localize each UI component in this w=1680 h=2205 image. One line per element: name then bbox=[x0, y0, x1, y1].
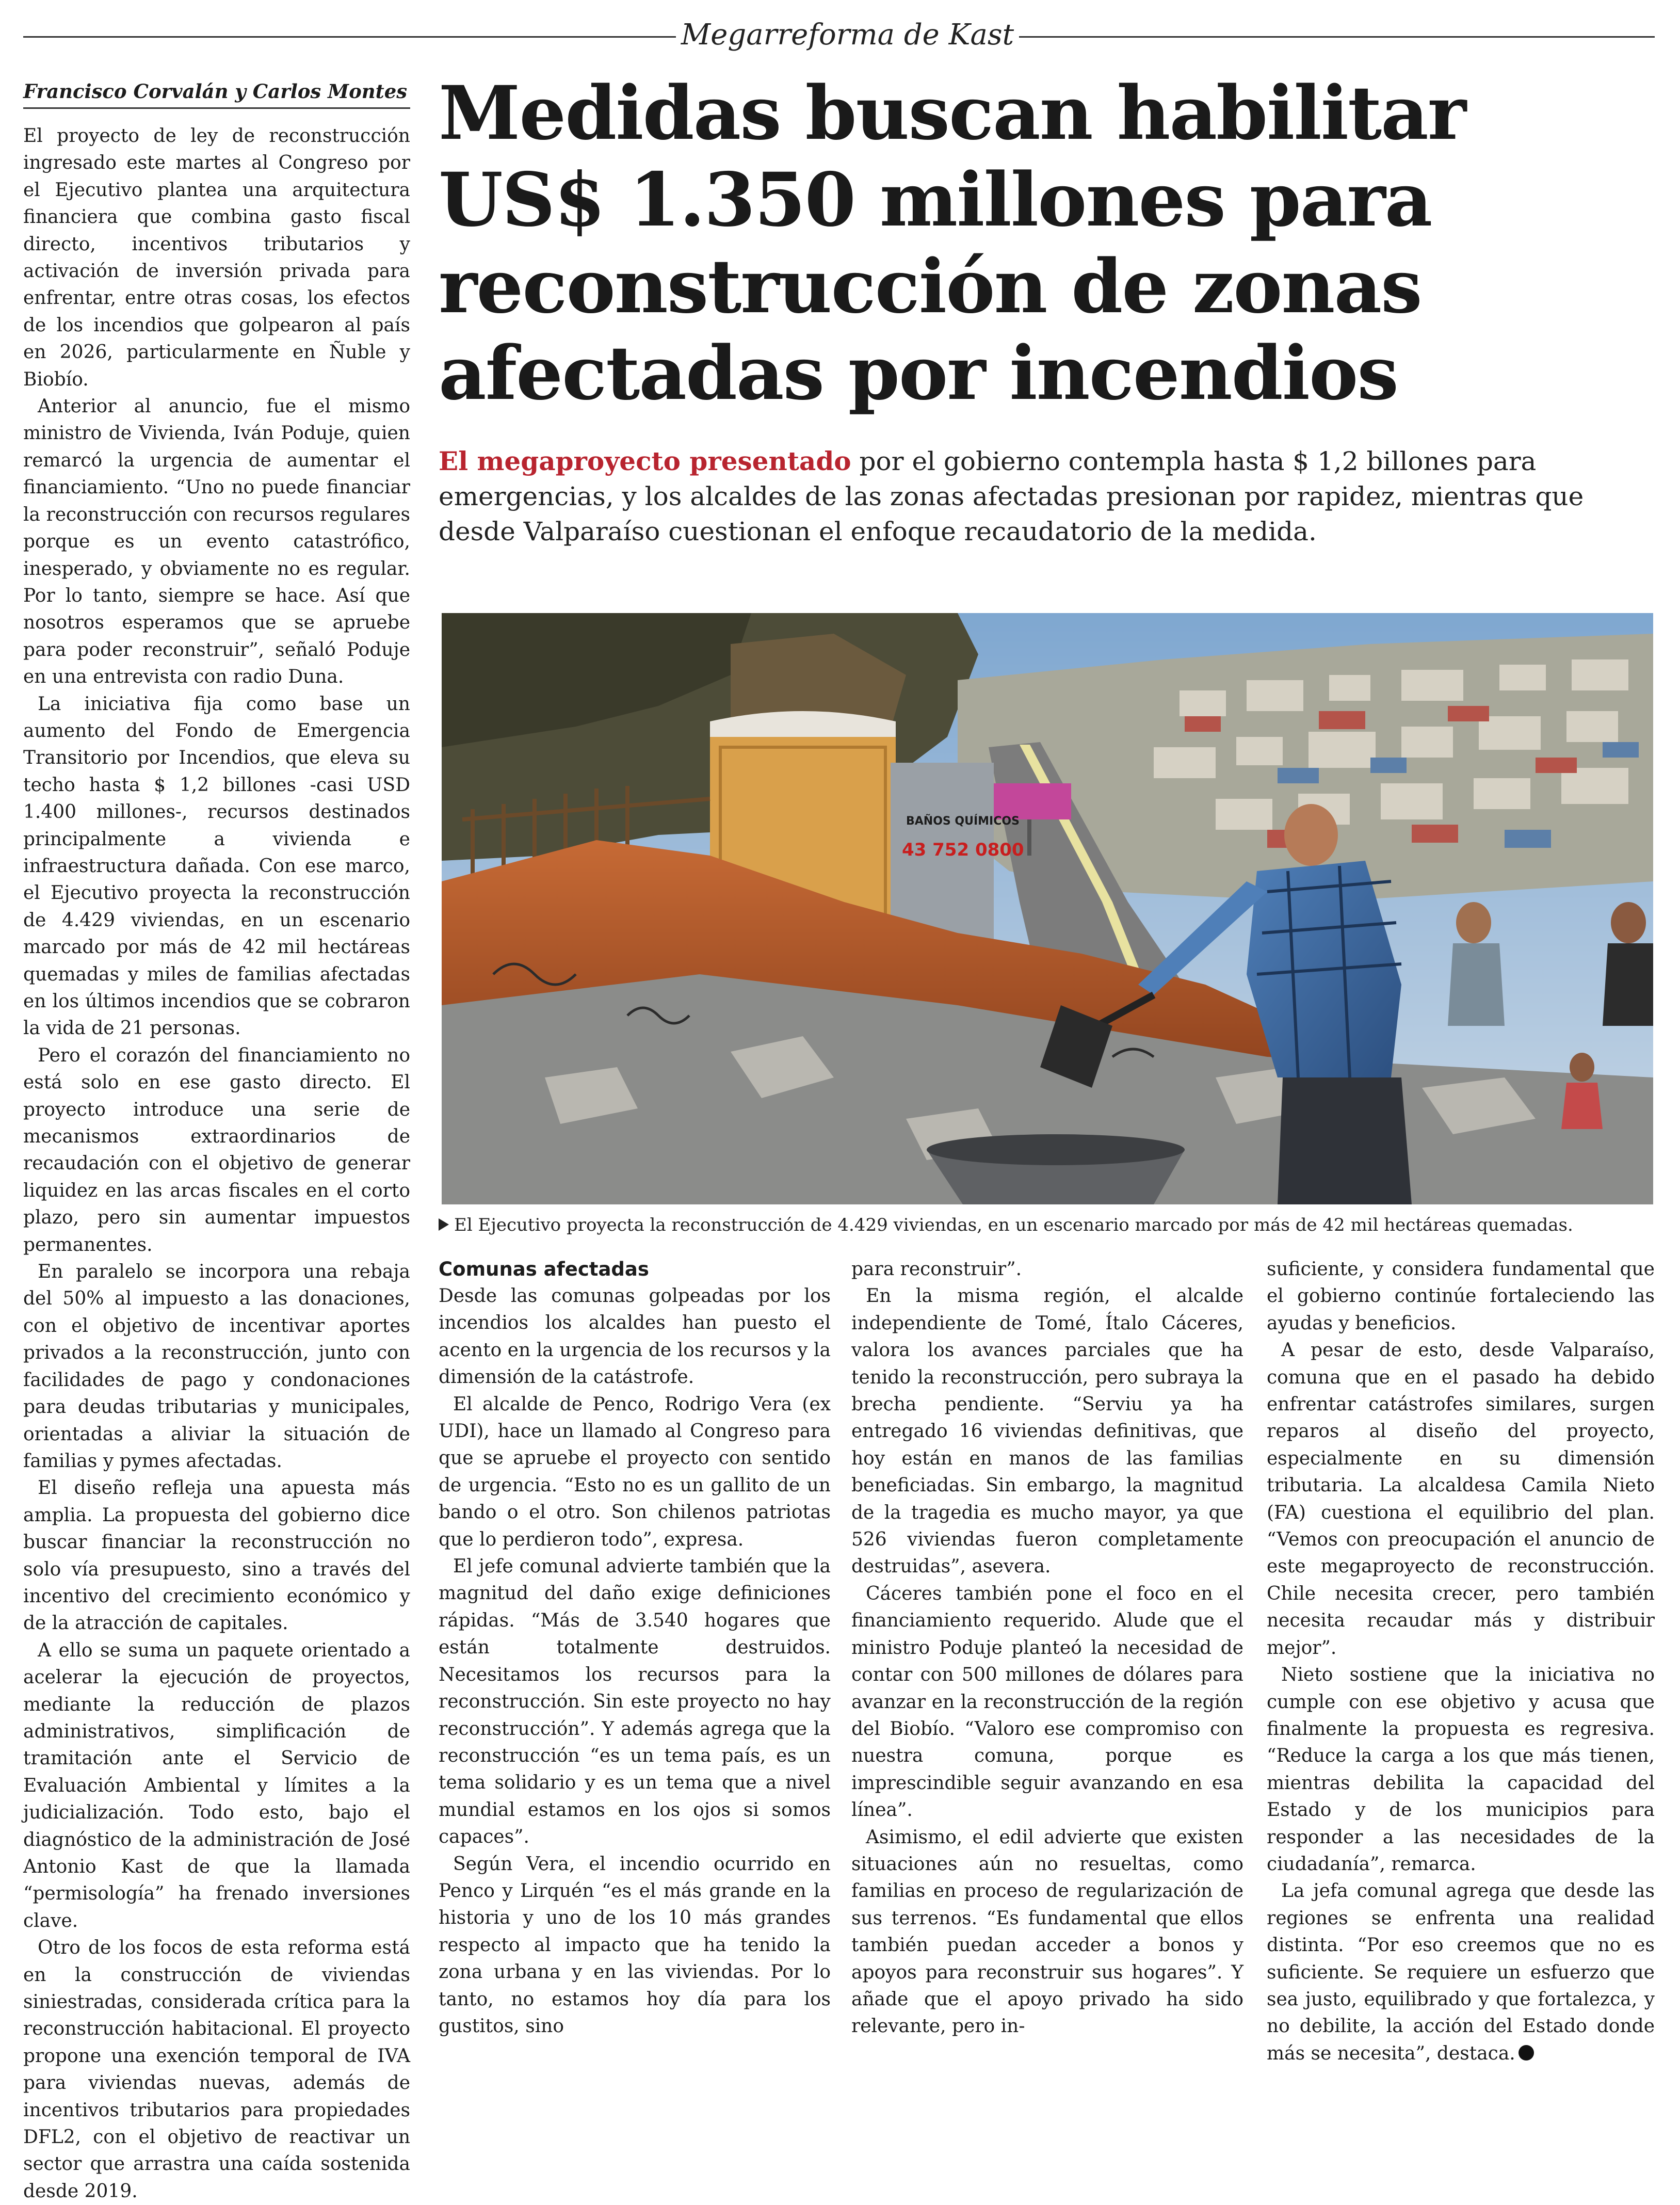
news-photo bbox=[442, 613, 1653, 1204]
headline-line: afectadas por incendios bbox=[439, 330, 1398, 416]
paragraph: El jefe comunal advierte también que la magnitud del daño exige definiciones rápidas. “Más de 3.540 hogares que están totalmente destruidos. Necesitamos los recursos para la reconstrucción. Sin este proyecto no hay reconstrucción”. Y además agrega que la reconstrucción “es un tema país, es un tema solidario y es un tema que a nivel mundial estamos en los ojos si somos capaces”. bbox=[439, 1556, 831, 1848]
sign-phone: 43 752 0800 bbox=[902, 840, 1024, 860]
caption-text: El Ejecutivo proyecta la reconstrucción de 4.429 viviendas, en un escenario marcado por más de 42 mil hectáreas quemadas. bbox=[454, 1215, 1573, 1235]
headline bbox=[439, 70, 1656, 416]
photo-caption bbox=[439, 1213, 1656, 1237]
paragraph bbox=[1267, 1878, 1655, 2067]
subhead: Comunas afectadas bbox=[439, 1258, 649, 1280]
column-a bbox=[439, 1256, 831, 2040]
paragraph: El diseño refleja una apuesta más amplia. La propuesta del gobierno dice buscar financiar la reconstrucción no solo vía presupuesto, sino a través del incentivo del crecimiento económico y de la atracción de capitales. bbox=[23, 1477, 410, 1634]
column-b bbox=[851, 1256, 1243, 2040]
headline-line: Medidas buscan habilitar bbox=[439, 70, 1466, 156]
paragraph: El alcalde de Penco, Rodrigo Vera (ex UDI), hace un llamado al Congreso para que se apruebe el proyecto con sentido de urgencia. “Esto no es un gallito de un bando o el otro. Son chilenos patriotas que lo perdieron todo”, expresa. bbox=[439, 1393, 831, 1550]
paragraph: La iniciativa fija como base un aumento del Fondo de Emergencia Transitorio por Incendios, que eleva su techo hasta $ 1,2 billones -casi USD 1.400 millones-, recursos destinados principalmente a vivienda e infraestructura dañada. Con ese marco, el Ejecutivo proyecta la reconstrucción de 4.429 viviendas, en un escenario marcado por más de 42 mil hectáreas quemadas y miles de familias afectadas en los últimos incendios que se cobraron la vida de 21 personas. bbox=[23, 693, 410, 1039]
byline: Francisco Corvalán y Carlos Montes bbox=[23, 78, 410, 109]
paragraph: Nieto sostiene que la iniciativa no cumple con ese objetivo y acusa que finalmente la propuesta es regresiva. “Reduce la carga a los que más tienen, mientras debilita la capacidad del Estado y de los municipios para responder a las necesidades de la ciudadanía”, remarca. bbox=[1267, 1664, 1655, 1875]
paragraph: Desde las comunas golpeadas por los incendios los alcaldes han puesto el acento en la urgencia de los recursos y la dimensión de la catástrofe. bbox=[439, 1285, 831, 1388]
deck bbox=[439, 444, 1656, 549]
sign-text-line: BAÑOS QUÍMICOS bbox=[906, 815, 1020, 828]
paragraph: suficiente, y considera fundamental que el gobierno continúe fortaleciendo las ayudas y beneficios. bbox=[1267, 1259, 1655, 1334]
column-c bbox=[1267, 1256, 1655, 2067]
paragraph: para reconstruir”. bbox=[851, 1259, 1022, 1280]
headline-line: US$ 1.350 millones para bbox=[439, 156, 1432, 243]
end-mark-icon bbox=[1519, 2045, 1534, 2061]
deck-lead: El megaproyecto presentado bbox=[439, 446, 851, 476]
caption-arrow-icon bbox=[439, 1218, 449, 1231]
paragraph: Otro de los focos de esta reforma está en la construcción de viviendas siniestradas, considerada crítica para la reconstrucción habitacional. El proyecto propone una exención temporal de IVA para viviendas nuevas, además de incentivos tributarios para propiedades DFL2, con el objetivo de reactivar un sector que arrastra una caída sostenida desde 2019. bbox=[23, 1937, 410, 2202]
paragraph: A pesar de esto, desde Valparaíso, comuna que en el pasado ha debido enfrentar catástrofes similares, surgen reparos al diseño del proyecto, especialmente en su dimensión tributaria. La alcaldesa Camila Nieto (FA) cuestiona el equilibrio del plan. “Vemos con preocupación el anuncio de este megaproyecto de reconstrucción. Chile necesita crecer, pero también necesita recaudar más y distribuir mejor”. bbox=[1267, 1340, 1655, 1659]
paragraph: En paralelo se incorpora una rebaja del 50% al impuesto a las donaciones, con el objetivo de incentivar aportes privados a la reconstrucción, junto con facilidades de pago y condonaciones para deudas tributarias y municipales, orientadas a aliviar la situación de familias y pymes afectadas. bbox=[23, 1261, 410, 1472]
paragraph-text: La jefa comunal agrega que desde las regiones se enfrenta una realidad distinta. “Por eso creemos que no es suficiente. Se requiere un esfuerzo que sea justo, equilibrado y que fortalezca, y no debilite, la acción del Estado donde más se necesita”, destaca. bbox=[1267, 1880, 1655, 2064]
paragraph: Anterior al anuncio, fue el mismo ministro de Vivienda, Iván Poduje, quien remarcó la urgencia de aumentar el financiamiento. “Uno no puede financiar la reconstrucción con recursos regulares porque es un evento catastrófico, inesperado, y obviamente no es regular. Por lo tanto, siempre se hace. Así que nosotros esperamos que se apruebe para poder reconstruir”, señaló Poduje en una entrevista con radio Duna. bbox=[23, 396, 410, 688]
paragraph: Según Vera, el incendio ocurrido en Penco y Lirquén “es el más grande en la historia y uno de los 10 más grandes respecto al impacto que ha tenido la zona urbana y en las viviendas. Por lo tanto, no estamos hoy día para los gustitos, sino bbox=[439, 1853, 831, 2037]
paragraph: Asimismo, el edil advierte que existen situaciones aún no resueltas, como familias en proceso de regularización de sus terrenos. “Es fundamental que ellos también puedan acceder a bonos y apoyos para reconstruir sus hogares”. Y añade que el apoyo privado ha sido relevante, pero in- bbox=[851, 1826, 1243, 2037]
deck-text: por el gobierno contempla hasta $ 1,2 billones para emergencias, y los alcaldes de las zonas afectadas presionan por rapidez, mientras que desde Valparaíso cuestionan el enfoque recaudatorio de la medida. bbox=[439, 446, 1584, 546]
headline-line: reconstrucción de zonas bbox=[439, 243, 1421, 330]
paragraph: En la misma región, el alcalde independiente de Tomé, Ítalo Cáceres, valora los avances parciales que ha tenido la reconstrucción, pero subraya la brecha pendiente. “Serviu ya ha entregado 16 viviendas definitivas, que hoy están en manos de las familias beneficiadas. Sin embargo, la magnitud de la tragedia es mucho mayor, ya que 526 viviendas fueron completamente destruidas”, asevera. bbox=[851, 1285, 1243, 1578]
paragraph: Cáceres también pone el foco en el financiamiento requerido. Alude que el ministro Poduje planteó la necesidad de contar con 500 millones de dólares para avanzar en la reconstrucción de la región del Biobío. “Valoro ese compromiso con nuestra comuna, porque es imprescindible seguir avanzando en esa línea”. bbox=[851, 1583, 1243, 1821]
paragraph: A ello se suma un paquete orientado a acelerar la ejecución de proyectos, mediante la reducción de plazos administrativos, simplificación de tramitación ante el Servicio de Evaluación Ambiental y límites a la judicialización. Todo esto, bajo el diagnóstico de la administración de José Antonio Kast de que la llamada “permisología” ha frenado inversiones clave. bbox=[23, 1639, 410, 1932]
paragraph: El proyecto de ley de reconstrucción ingresado este martes al Congreso por el Ejecutivo plantea una arquitectura financiera que combina gasto fiscal directo, incentivos tributarios y activación de inversión privada para enfrentar, entre otras cosas, los efectos de los incendios que golpearon al país en 2026, particularmente en Ñuble y Biobío. bbox=[23, 125, 410, 390]
paragraph: Pero el corazón del financiamiento no está solo en ese gasto directo. El proyecto introduce una serie de mecanismos extraordinarios de recaudación con el objetivo de generar liquidez en las arcas fiscales en el corto plazo, pero sin aumentar impuestos permanentes. bbox=[23, 1044, 410, 1256]
left-column bbox=[23, 123, 410, 2205]
section-rule-right bbox=[1019, 36, 1655, 38]
section-title: Megarreforma de Kast bbox=[681, 18, 1014, 52]
section-rule-left bbox=[23, 36, 676, 38]
